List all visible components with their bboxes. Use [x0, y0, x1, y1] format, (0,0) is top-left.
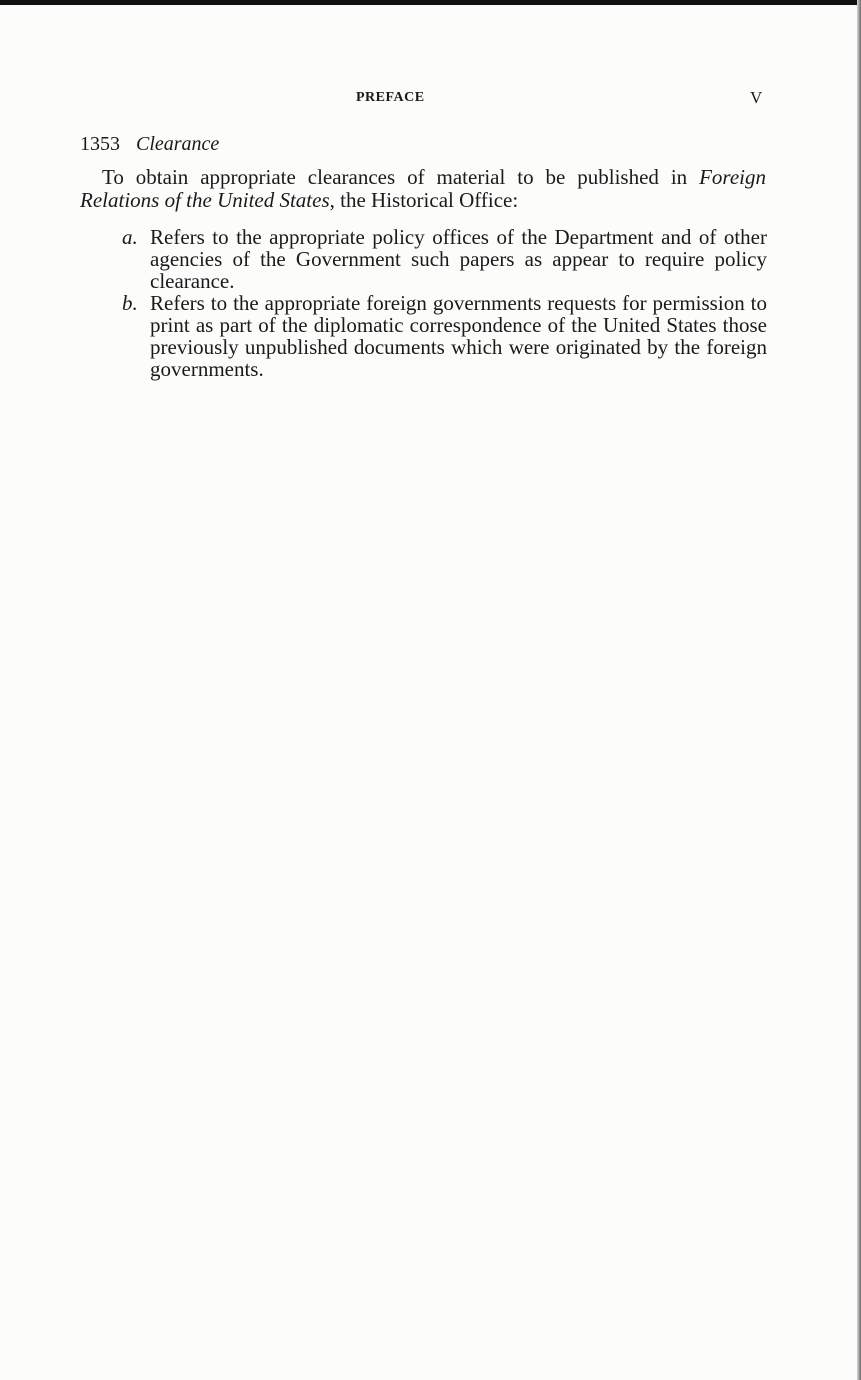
scan-right-edge	[857, 0, 861, 1380]
list-item	[122, 292, 767, 380]
list-item-text: Refers to the appropriate foreign governments requests for permission to print as part of the diplomatic correspondence of the United States those previously unpublished documents which were originated by the foreign governments.	[150, 291, 767, 381]
clearance-steps-list	[122, 226, 767, 380]
publication-title: Foreign Relations of the United States	[80, 165, 766, 212]
section-title: Clearance	[136, 133, 220, 155]
intro-text-after: , the Historical Office:	[329, 188, 519, 212]
list-item-text: Refers to the appropriate policy offices of the Department and of other agencies of the Government such papers as appear to require policy clearance.	[150, 225, 767, 293]
intro-text-before: To obtain appropriate clearances of material to be published in	[102, 165, 700, 189]
list-marker: a.	[122, 225, 138, 249]
list-marker: b.	[122, 291, 138, 315]
running-head: PREFACE	[356, 90, 425, 105]
section-heading	[80, 133, 219, 156]
page-number: V	[750, 88, 763, 107]
intro-paragraph	[80, 166, 766, 212]
list-item	[122, 226, 767, 292]
scan-top-edge	[0, 0, 861, 5]
section-number: 1353	[80, 133, 120, 155]
